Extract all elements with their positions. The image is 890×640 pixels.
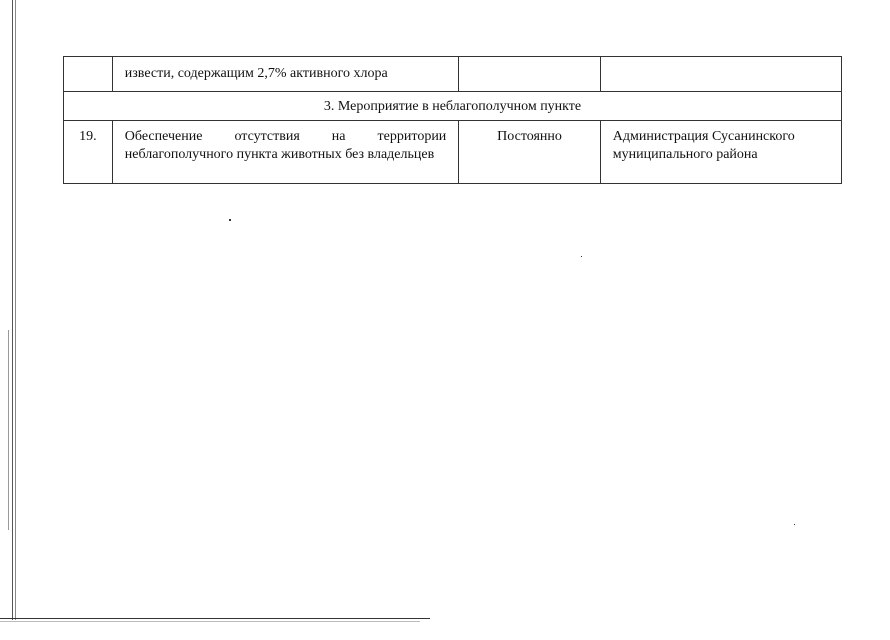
activity-cell xyxy=(112,121,459,184)
responsible-text: Администрация Сусанинского муниципального района xyxy=(612,129,795,162)
activity-text: Обеспечение отсутствия на территории неблагополучного пункта животных без владельцев xyxy=(124,129,447,162)
responsible-cell xyxy=(600,57,841,92)
section-heading-row xyxy=(64,92,842,121)
scan-speck xyxy=(794,524,795,525)
section-heading-cell xyxy=(64,92,842,121)
row-number: 19. xyxy=(79,129,97,144)
scan-bottom-edge-faint xyxy=(0,621,420,622)
term-text: Постоянно xyxy=(497,129,562,144)
measures-table xyxy=(63,56,842,184)
section-heading: 3. Мероприятие в неблагополучном пункте xyxy=(323,99,582,114)
row-number-cell xyxy=(64,57,113,92)
scan-left-edge xyxy=(12,0,16,620)
term-cell xyxy=(459,121,600,184)
activity-text: извести, содержащим 2,7% активного хлора xyxy=(124,66,388,81)
responsible-cell xyxy=(600,121,841,184)
row-number-cell xyxy=(64,121,113,184)
activity-cell xyxy=(112,57,459,92)
scan-speck xyxy=(581,256,582,257)
scan-left-edge-faint xyxy=(8,330,9,530)
table-row xyxy=(64,57,842,92)
table-row xyxy=(64,121,842,184)
scan-speck xyxy=(229,219,231,221)
scan-bottom-edge xyxy=(0,618,430,619)
term-cell xyxy=(459,57,600,92)
